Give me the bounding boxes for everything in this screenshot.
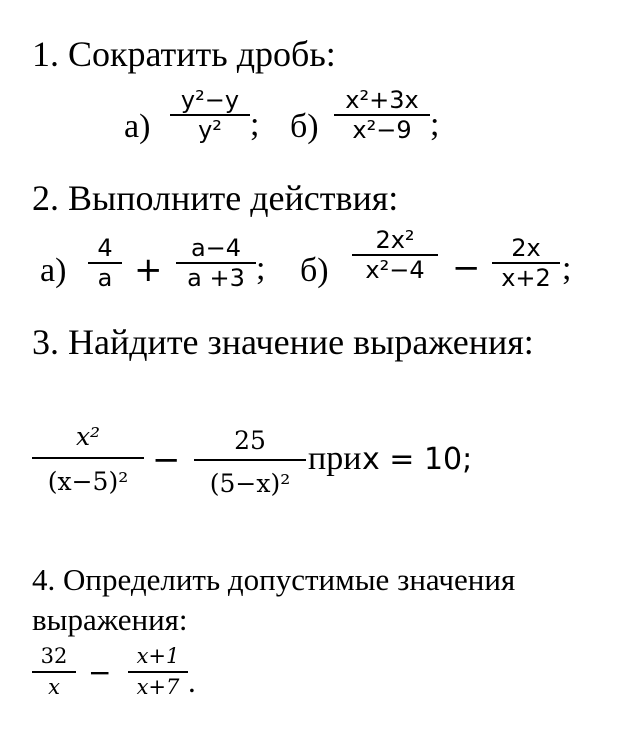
task4-f2-denominator: x+7 bbox=[136, 675, 180, 699]
task2-a-f1-denominator: a bbox=[97, 264, 113, 292]
task2-title: 2. Выполните действия: bbox=[32, 178, 399, 218]
task1-a-numerator: y²−y bbox=[180, 86, 240, 114]
task1-b-numerator: x²+3x bbox=[345, 86, 419, 114]
minus-sign: − bbox=[152, 440, 181, 480]
task1-a-label: а) bbox=[124, 108, 151, 145]
task2-b-f2-numerator: 2x bbox=[511, 234, 541, 262]
task2-b-fraction2 bbox=[492, 236, 560, 290]
task3-title: 3. Найдите значение выражения: bbox=[32, 322, 534, 362]
task2-a-f2-numerator: a−4 bbox=[190, 234, 242, 262]
task4-end-period: . bbox=[188, 664, 196, 699]
task4-title-line2: выражения: bbox=[32, 602, 188, 637]
task3-f1-numerator: x² bbox=[75, 422, 101, 451]
plus-sign: + bbox=[134, 250, 163, 290]
task4-f1-numerator: 32 bbox=[40, 644, 68, 668]
task1-a-denominator: y² bbox=[198, 116, 222, 144]
minus-sign: − bbox=[88, 656, 112, 689]
task3-f2-denominator: (5−x)² bbox=[209, 469, 291, 498]
task2-b-f1-denominator: x²−4 bbox=[365, 256, 425, 284]
task4-fraction2 bbox=[128, 646, 188, 698]
task1-separator: ; bbox=[430, 106, 440, 143]
task3-condition-expression: x = 10; bbox=[362, 442, 473, 477]
task1-a-fraction bbox=[170, 88, 250, 142]
task2-separator: ; bbox=[562, 250, 572, 287]
task3-fraction2 bbox=[194, 428, 306, 496]
task1-title: 1. Сократить дробь: bbox=[32, 34, 336, 74]
task4-title-line1: 4. Определить допустимые значения bbox=[32, 562, 516, 597]
task3-f2-numerator: 25 bbox=[234, 426, 266, 455]
task2-a-fraction1 bbox=[88, 236, 122, 290]
task1-b-fraction bbox=[334, 88, 430, 142]
fraction-bar bbox=[32, 457, 144, 459]
fraction-bar bbox=[32, 671, 76, 673]
task4-f1-denominator: x bbox=[48, 675, 60, 699]
fraction-bar bbox=[194, 459, 306, 461]
task2-separator: ; bbox=[256, 250, 266, 287]
task2-a-f1-numerator: 4 bbox=[97, 234, 113, 262]
task1-b-label: б) bbox=[290, 108, 319, 145]
task4-fraction1 bbox=[32, 646, 76, 698]
fraction-bar bbox=[128, 671, 188, 673]
task4-f2-numerator: x+1 bbox=[136, 644, 180, 668]
task1-b-denominator: x²−9 bbox=[352, 116, 412, 144]
task1-separator: ; bbox=[250, 106, 260, 143]
task2-b-fraction1 bbox=[352, 228, 438, 282]
task2-b-f2-denominator: x+2 bbox=[501, 264, 551, 292]
task2-a-fraction2 bbox=[176, 236, 256, 290]
task2-a-f2-denominator: a +3 bbox=[187, 264, 245, 292]
task3-f1-denominator: (x−5)² bbox=[47, 467, 129, 496]
task3-condition-word: при bbox=[308, 440, 362, 477]
task2-b-f1-numerator: 2x² bbox=[375, 226, 415, 254]
task3-fraction1 bbox=[32, 424, 144, 494]
minus-sign: − bbox=[452, 248, 481, 288]
task2-b-label: б) bbox=[300, 252, 329, 289]
task2-a-label: а) bbox=[40, 252, 67, 289]
